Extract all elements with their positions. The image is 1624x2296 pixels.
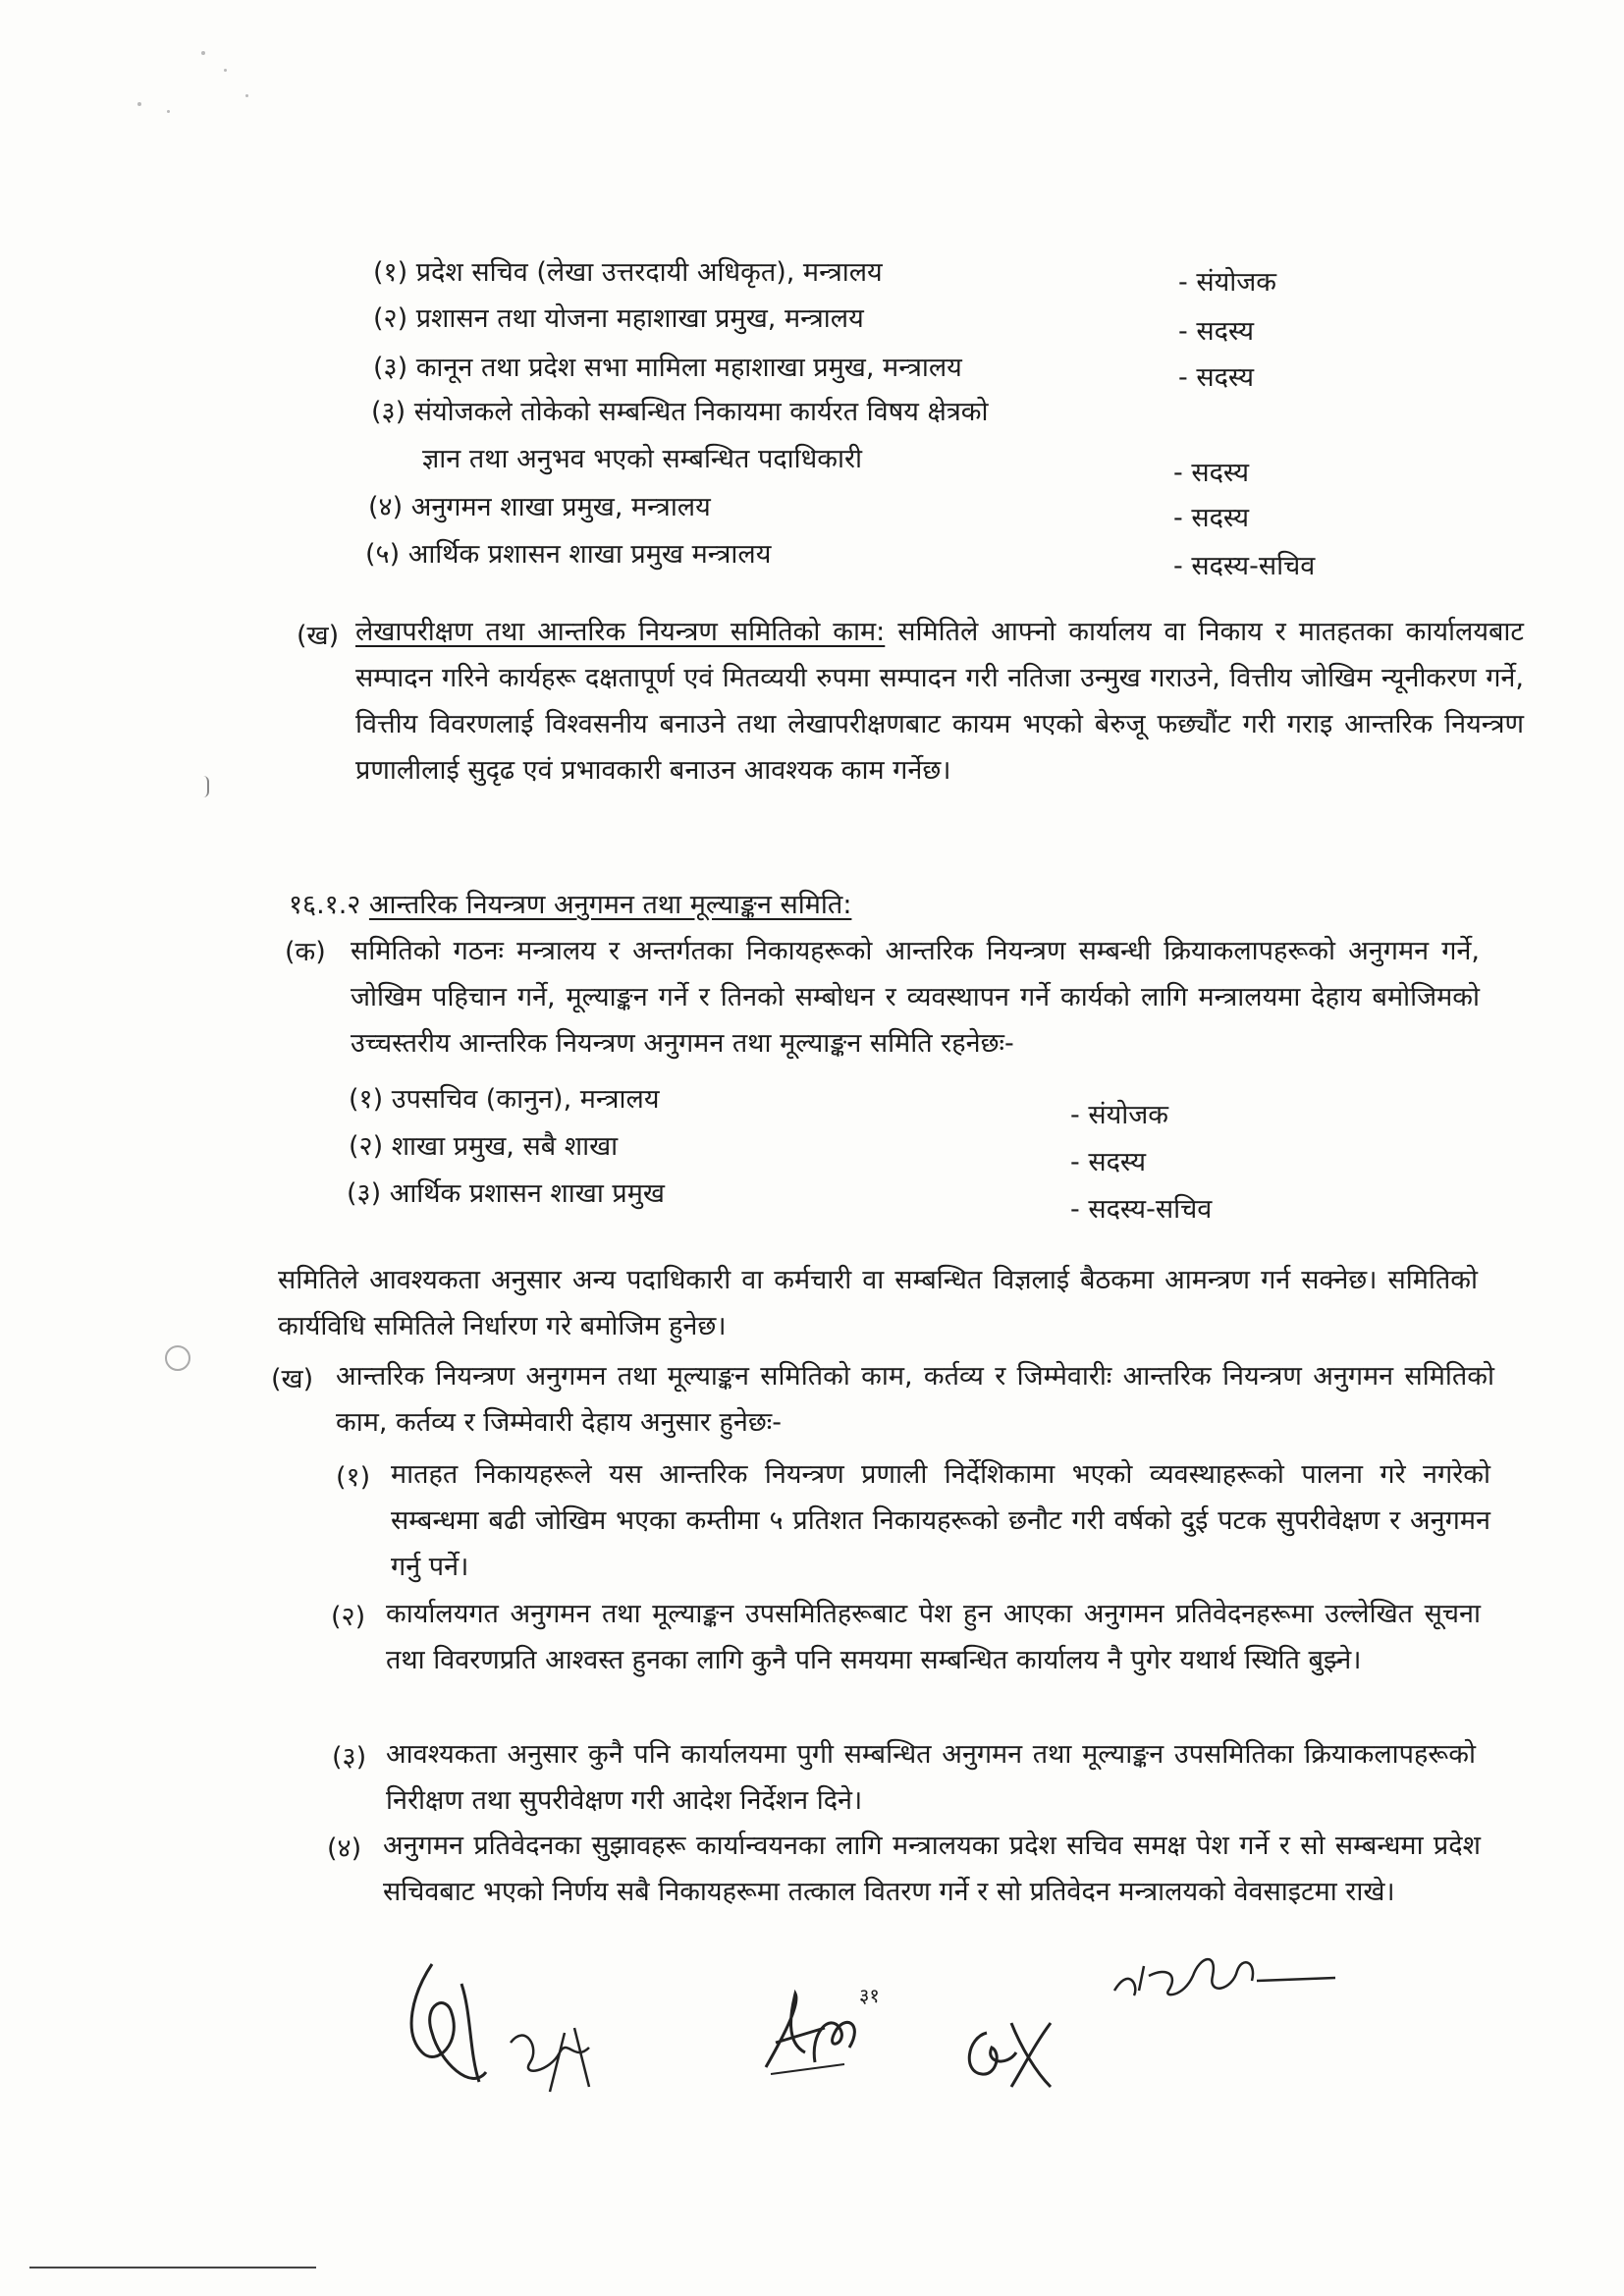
member-line: (३) संयोजकले तोकेको सम्बन्धित निकायमा कार्यरत विषय क्षेत्रको: [371, 397, 989, 427]
member-line: (१) उपसचिव (कानुन), मन्त्रालय: [349, 1084, 660, 1115]
footer-rule: [29, 2267, 316, 2269]
duty-text: मातहत निकायहरूले यस आन्तरिक नियन्त्रण प्रणाली निर्देशिकामा भएको व्यवस्थाहरूको पालना गरे नगरेको सम्बन्धमा बढी जोखिम भएका कम्तीमा ५ प्रतिशत निकायहरूको छनौट गरी वर्षको दुई पटक सुपरीवेक्षण र अनुगमन गर्नु पर्ने।: [391, 1459, 1490, 1582]
member-line: (२) प्रशासन तथा योजना महाशाखा प्रमुख, मन्त्रालय: [373, 303, 864, 334]
member-role: - सदस्य: [1178, 316, 1255, 347]
section-kha2-paragraph: आन्तरिक नियन्त्रण अनुगमन तथा मूल्याङ्कन समितिको काम, कर्तव्य र जिम्मेवारीः आन्तरिक नियन्त्रण अनुगमन समितिको काम, कर्तव्य र जिम्मेवारी देहाय अनुसार हुनेछः-: [336, 1361, 1494, 1438]
duty-text: कार्यालयगत अनुगमन तथा मूल्याङ्कन उपसमितिहरूबाट पेश हुन आएका अनुगमन प्रतिवेदनहरूमा उल्लेखित सूचना तथा विवरणप्रति आश्वस्त हुनका लागि कुनै पनि समयमा सम्बन्धित कार्यालय नै पुगेर यथार्थ स्थिति बुझ्ने।: [386, 1599, 1481, 1675]
signature-3: [957, 2003, 1065, 2096]
member-role: - सदस्य-सचिव: [1173, 551, 1316, 581]
member-line: (१) प्रदेश सचिव (लेखा उत्तरदायी अधिकृत), मन्त्रालय: [373, 257, 883, 288]
member-role: - सदस्य: [1173, 503, 1250, 533]
scan-speck: [224, 69, 227, 72]
duty-marker: (३): [332, 1742, 367, 1773]
section-marker: (क): [285, 937, 326, 967]
scan-speck: [245, 94, 248, 97]
scan-mark: [165, 1345, 190, 1371]
section-title: आन्तरिक नियन्त्रण अनुगमन तथा मूल्याङ्कन समिति:: [368, 890, 852, 920]
scan-speck: [167, 110, 170, 113]
page-number: ३१: [859, 1984, 880, 2007]
duty-marker: (४): [327, 1833, 362, 1864]
section-kha-title: लेखापरीक्षण तथा आन्तरिक नियन्त्रण समितिको काम:: [355, 617, 886, 647]
member-role: - सदस्य-सचिव: [1070, 1194, 1213, 1225]
scan-speck: [137, 102, 141, 106]
member-line: (४) अनुगमन शाखा प्रमुख, मन्त्रालय: [368, 492, 711, 522]
signature-2: [756, 1974, 874, 2086]
section-kha-body: समितिले आफ्नो कार्यालय वा निकाय र मातहतका कार्यालयबाट सम्पादन गरिने कार्यहरू दक्षतापूर्ण एवं मितव्ययी रुपमा सम्पादन गरी नतिजा उन्मुख गराउने, वित्तीय जोखिम न्यूनीकरण गर्ने, वित्तीय विवरणलाई विश्वसनीय बनाउने तथा लेखापरीक्षणबाट कायम भएको बेरुजू फछ्यौंट गरी गराइ आन्तरिक नियन्त्रण प्रणालीलाई सुदृढ एवं प्रभावकारी बनाउन आवश्यक काम गर्नेछ।: [355, 617, 1524, 786]
scan-mark: [201, 776, 209, 797]
member-role: - संयोजक: [1070, 1100, 1169, 1130]
member-role: - सदस्य: [1178, 362, 1255, 393]
signature-1: [393, 1954, 619, 2105]
signature-4: [1110, 1937, 1345, 2019]
duty-marker: (२): [331, 1602, 366, 1632]
member-line: ज्ञान तथा अनुभव भएको सम्बन्धित पदाधिकारी: [422, 444, 863, 474]
member-line: (३) कानून तथा प्रदेश सभा मामिला महाशाखा प्रमुख, मन्त्रालय: [373, 353, 962, 383]
member-role: - सदस्य: [1173, 458, 1250, 488]
duty-text: आवश्यकता अनुसार कुनै पनि कार्यालयमा पुगी सम्बन्धित अनुगमन तथा मूल्याङ्कन उपसमितिका क्रियाकलापहरूको निरीक्षण तथा सुपरीवेक्षण गरी आदेश निर्देशन दिने।: [386, 1739, 1476, 1816]
section-ka-paragraph: समितिको गठनः मन्त्रालय र अन्तर्गतका निकायहरूको आन्तरिक नियन्त्रण सम्बन्धी क्रियाकलापहरूको अनुगमन गर्ने, जोखिम पहिचान गर्ने, मूल्याङ्कन गर्ने र तिनको सम्बोधन र व्यवस्थापन गर्ने कार्यको लागि मन्त्रालयमा देहाय बमोजिमको उच्चस्तरीय आन्तरिक नियन्त्रण अनुगमन तथा मूल्याङ्कन समिति रहनेछः-: [351, 936, 1480, 1059]
member-line: (३) आर्थिक प्रशासन शाखा प्रमुख: [347, 1178, 665, 1209]
section-marker: (ख): [297, 621, 340, 651]
member-role: - सदस्य: [1070, 1147, 1147, 1177]
member-line: (५) आर्थिक प्रशासन शाखा प्रमुख मन्त्रालय: [365, 539, 772, 570]
section-kha-paragraph: [355, 609, 1524, 793]
section-marker: (ख): [271, 1364, 314, 1394]
section-number: १६.१.२: [289, 890, 361, 920]
section-heading: [289, 886, 851, 925]
committee-note: समितिले आवश्यकता अनुसार अन्य पदाधिकारी वा कर्मचारी वा सम्बन्धित विज्ञलाई बैठकमा आमन्त्रण गर्न सक्नेछ। समितिको कार्यविधि समितिले निर्धारण गरे बमोजिम हुनेछ।: [278, 1265, 1478, 1341]
scan-speck: [201, 51, 205, 55]
member-role: - संयोजक: [1178, 267, 1277, 298]
duty-marker: (१): [336, 1462, 371, 1493]
duty-text: अनुगमन प्रतिवेदनका सुझावहरू कार्यान्वयनका लागि मन्त्रालयका प्रदेश सचिव समक्ष पेश गर्ने र सो सम्बन्धमा प्रदेश सचिवबाट भएको निर्णय सबै निकायहरूमा तत्काल वितरण गर्ने र सो प्रतिवेदन मन्त्रालयको वेवसाइटमा राखे।: [383, 1831, 1481, 1907]
member-line: (२) शाखा प्रमुख, सबै शाखा: [349, 1131, 619, 1162]
